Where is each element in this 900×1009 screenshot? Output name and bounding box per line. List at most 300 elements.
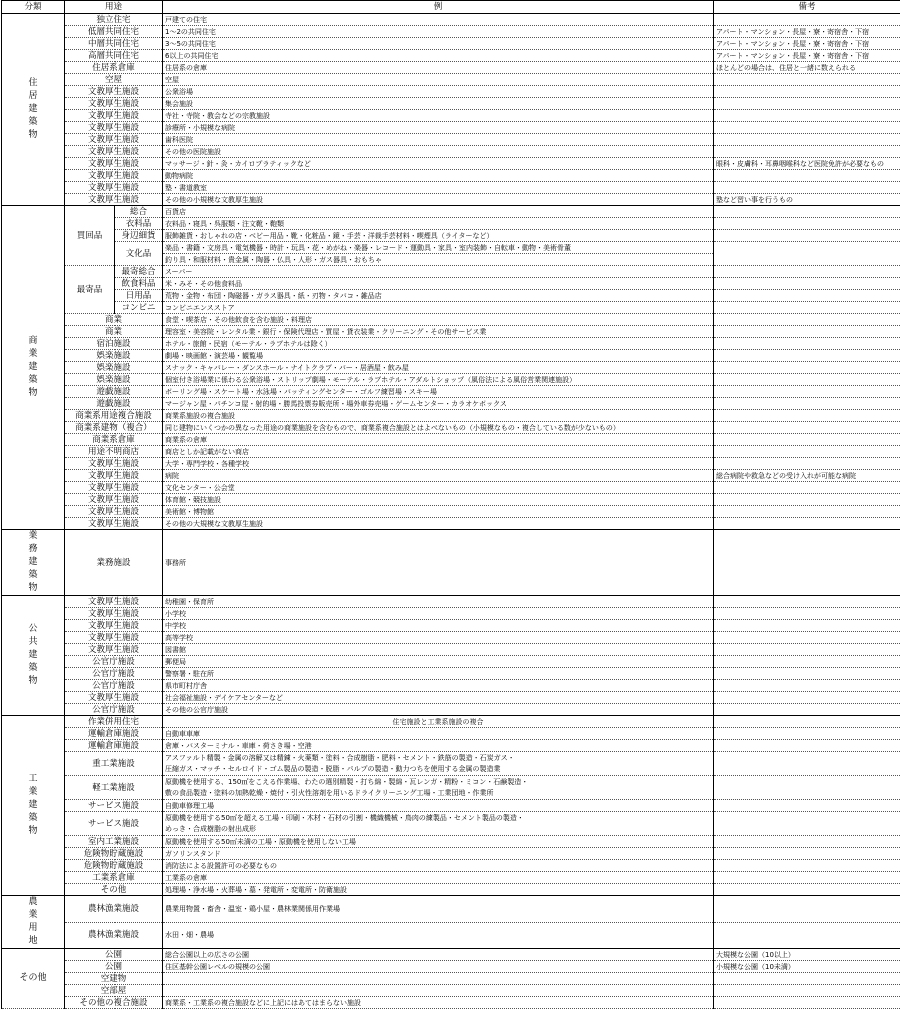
use-cell: 業務施設	[65, 530, 163, 596]
example-cell	[163, 446, 714, 458]
example-text: 消防法による設置許可の必要なもの	[165, 861, 711, 871]
use-cell: 文教厚生施設	[65, 158, 163, 170]
note-cell	[714, 884, 900, 896]
example-text: その他の小規模な文教厚生施設	[165, 195, 711, 205]
table-row	[2, 386, 900, 398]
category-label: 住居建築物	[28, 77, 38, 142]
note-cell	[714, 446, 900, 458]
note-cell	[714, 716, 900, 728]
example-cell	[163, 752, 714, 776]
example-cell	[163, 728, 714, 740]
use-cell: 空屋	[65, 74, 163, 86]
use-cell: 文教厚生施設	[65, 194, 163, 206]
use-cell: 文教厚生施設	[65, 620, 163, 632]
example-cell	[163, 644, 714, 656]
table-row	[2, 326, 900, 338]
example-cell	[163, 410, 714, 422]
example-cell	[163, 596, 714, 608]
note-cell	[714, 644, 900, 656]
table-row	[2, 122, 900, 134]
note-cell	[714, 362, 900, 374]
table-row	[2, 458, 900, 470]
use-cell: 文教厚生施設	[65, 170, 163, 182]
example-cell	[163, 506, 714, 518]
example-text: 文化センター・公会堂	[165, 483, 711, 493]
example-cell	[163, 374, 714, 386]
goods-subtype: 身辺細貨	[115, 230, 163, 242]
example-text: 総合公園以上の広さの公園	[165, 950, 711, 960]
example-text: 個室付き浴場業に係わる公衆浴場・ストリップ劇場・モーテル・ラブホテル・アダルトショップ（風俗法による風俗営業関連施設）	[165, 375, 711, 385]
use-cell: 低層共同住宅	[65, 26, 163, 38]
example-text: 工業系の倉庫	[165, 873, 711, 883]
use-cell: 危険物貯蔵施設	[65, 848, 163, 860]
example-cell	[163, 170, 714, 182]
example-text: 図書館	[165, 645, 711, 655]
note-cell	[714, 752, 900, 776]
note-cell	[714, 704, 900, 716]
example-text: 診療所・小規模な病院	[165, 123, 711, 133]
note-cell	[714, 680, 900, 692]
example-cell: コンビニエンスストア	[163, 302, 714, 314]
category-label: 工業建築物	[28, 773, 38, 838]
example-cell	[163, 896, 714, 923]
example-cell	[163, 50, 714, 62]
table-row	[2, 668, 900, 680]
example-cell	[163, 800, 714, 812]
table-row	[2, 86, 900, 98]
example-text: マージャン屋・パチンコ屋・射的場・勝馬投票券販売所・場外車券売場・ゲームセンター・カラオケボックス	[165, 399, 711, 409]
table-row	[2, 374, 900, 386]
category-label: 公共建築物	[28, 623, 38, 688]
use-cell: 農林漁業施設	[65, 896, 163, 923]
table-row	[2, 716, 900, 728]
example-text: 高等学校	[165, 633, 711, 643]
example-text: 戸建ての住宅	[165, 15, 711, 25]
example-cell	[163, 608, 714, 620]
note-cell	[714, 86, 900, 98]
example-text: 郵便局	[165, 657, 711, 667]
example-cell	[163, 740, 714, 752]
note-cell	[714, 206, 900, 218]
example-cell	[163, 518, 714, 530]
example-text: 商業系・工業系の複合施設などに上記にはあてはまらない施設	[165, 998, 711, 1008]
use-cell: 遊戯施設	[65, 386, 163, 398]
note-cell	[714, 398, 900, 410]
use-cell: 作業併用住宅	[65, 716, 163, 728]
goods-subtype: 日用品	[115, 290, 163, 302]
goods-subtype: 最寄総合	[115, 266, 163, 278]
example-cell	[163, 122, 714, 134]
note-cell	[714, 170, 900, 182]
use-cell: 娯楽施設	[65, 350, 163, 362]
goods-subtype: 飲食料品	[115, 278, 163, 290]
example-text: 住区基幹公園レベルの規模の公園	[165, 962, 711, 972]
note-cell	[714, 518, 900, 530]
example-text: 公衆浴場	[165, 87, 711, 97]
table-row	[2, 206, 900, 218]
table-row	[2, 644, 900, 656]
example-cell	[163, 158, 714, 170]
table-row	[2, 422, 900, 434]
use-cell: 工業系倉庫	[65, 872, 163, 884]
table-row	[2, 494, 900, 506]
note-cell	[714, 494, 900, 506]
example-text-line2: 敷の食品製造・塗料の加熱乾燥・焼付・引火性溶剤を用いるドライクリーニング工場・工業団地・作業所	[165, 788, 711, 799]
header-category: 分類	[2, 1, 65, 14]
table-row	[2, 776, 900, 800]
use-cell: 文教厚生施設	[65, 518, 163, 530]
use-cell: 文教厚生施設	[65, 494, 163, 506]
example-text: 自動車車庫	[165, 729, 711, 739]
example-text: 1～2の共同住宅	[165, 27, 711, 37]
use-cell: 文教厚生施設	[65, 482, 163, 494]
note-cell: ほとんどの場合は、住居と一緒に数えられる	[714, 62, 900, 74]
example-cell	[163, 668, 714, 680]
table-row	[2, 110, 900, 122]
example-text: スナック・キャバレー・ダンスホール・ナイトクラブ・バー・居酒屋・飲み屋	[165, 363, 711, 373]
category-cell	[2, 596, 65, 716]
example-text: 幼稚園・保育所	[165, 597, 711, 607]
note-cell	[714, 973, 900, 985]
goods-group-label: 最寄品	[65, 266, 115, 314]
example-cell	[163, 680, 714, 692]
note-cell	[714, 110, 900, 122]
note-cell: アパート・マンション・長屋・寮・寄宿舎・下宿	[714, 50, 900, 62]
table-row	[2, 434, 900, 446]
note-cell	[714, 812, 900, 836]
note-cell	[714, 338, 900, 350]
use-cell: 商業系建物（複合）	[65, 422, 163, 434]
example-text: 集会施設	[165, 99, 711, 109]
use-cell: 文教厚生施設	[65, 122, 163, 134]
use-cell: 宿泊施設	[65, 338, 163, 350]
example-cell	[163, 398, 714, 410]
example-text: 美術館・博物館	[165, 507, 711, 517]
goods-group-label: 買回品	[65, 206, 115, 266]
example-cell	[163, 704, 714, 716]
example-cell	[163, 776, 714, 800]
note-cell	[714, 506, 900, 518]
note-cell	[714, 386, 900, 398]
use-cell: 文教厚生施設	[65, 632, 163, 644]
use-cell: 公園	[65, 961, 163, 973]
example-cell	[163, 692, 714, 704]
note-cell	[714, 860, 900, 872]
note-cell	[714, 278, 900, 290]
note-cell	[714, 800, 900, 812]
header-note: 備考	[714, 1, 900, 14]
example-text: 商店としか記載がない商店	[165, 447, 711, 457]
example-text: 原動機を使用する、150㎡をこえる作業場、わたの選別精製・打ち綿・製綿・瓦レンガ・精粉・ミコン・石鹸製造・	[165, 777, 711, 788]
table-row	[2, 290, 900, 302]
example-cell	[163, 14, 714, 26]
example-text: 寺社・寺院・教会などの宗教施設	[165, 111, 711, 121]
use-cell: 中層共同住宅	[65, 38, 163, 50]
use-cell: サービス施設	[65, 812, 163, 836]
example-text: 倉庫・バスターミナル・車庫・荷さき場・空港	[165, 741, 711, 751]
use-cell: 用途不明商店	[65, 446, 163, 458]
table-row	[2, 896, 900, 923]
use-cell: 室内工業施設	[65, 836, 163, 848]
example-cell: 荒物・金物・布団・陶磁器・ガラス器具・紙・刃物・タバコ・雑品店	[163, 290, 714, 302]
land-use-table	[1, 0, 900, 1009]
table-row	[2, 985, 900, 997]
note-cell	[714, 230, 900, 242]
table-row	[2, 242, 900, 254]
example-cell	[163, 872, 714, 884]
example-cell	[163, 656, 714, 668]
example-cell	[163, 62, 714, 74]
note-cell	[714, 620, 900, 632]
use-cell: 公官庁施設	[65, 704, 163, 716]
use-cell: 独立住宅	[65, 14, 163, 26]
example-text-line2: 圧縮ガス・マッチ・セルロイド・ゴム製品の製造・脱脂・パルプの製造・動力つちを使用する金属の製造業	[165, 764, 711, 775]
note-cell	[714, 656, 900, 668]
note-cell	[714, 896, 900, 923]
example-text: 警察署・駐在所	[165, 669, 711, 679]
table-row	[2, 518, 900, 530]
table-row	[2, 506, 900, 518]
example-text: 歯科医院	[165, 135, 711, 145]
use-cell: 文教厚生施設	[65, 134, 163, 146]
note-cell	[714, 482, 900, 494]
category-label: 農業用地	[28, 896, 38, 948]
example-cell	[163, 860, 714, 872]
example-text: 同じ建物にいくつかの異なった用途の商業施設を含むもので、商業系複合施設とはよべないもの（小規模なもの・複合している数が少ないもの）	[165, 423, 711, 433]
use-cell: 危険物貯蔵施設	[65, 860, 163, 872]
example-text: 病院	[165, 471, 711, 481]
use-cell: その他	[65, 884, 163, 896]
note-cell: 塾など習い事を行うもの	[714, 194, 900, 206]
table-row	[2, 620, 900, 632]
example-cell: 米・みそ・その他食料品	[163, 278, 714, 290]
use-cell: 農林漁業施設	[65, 922, 163, 949]
example-cell	[163, 632, 714, 644]
example-cell	[163, 985, 714, 997]
table-row	[2, 134, 900, 146]
example-text: 社会福祉施設・デイケアセンターなど	[165, 693, 711, 703]
note-cell	[714, 122, 900, 134]
category-cell	[2, 206, 65, 530]
table-row	[2, 692, 900, 704]
note-cell	[714, 302, 900, 314]
example-text: 塾・書道教室	[165, 183, 711, 193]
use-cell: 文教厚生施設	[65, 146, 163, 158]
example-text: 3～5の共同住宅	[165, 39, 711, 49]
example-cell	[163, 848, 714, 860]
example-cell	[163, 98, 714, 110]
example-cell	[163, 949, 714, 961]
example-text: その他の大規模な文教厚生施設	[165, 519, 711, 529]
example-cell	[163, 884, 714, 896]
category-cell	[2, 530, 65, 596]
table-row	[2, 740, 900, 752]
use-cell: 公官庁施設	[65, 680, 163, 692]
table-row	[2, 482, 900, 494]
note-cell	[714, 242, 900, 266]
table-row	[2, 170, 900, 182]
table-row	[2, 884, 900, 896]
example-text: 商業系施設の複合施設	[165, 411, 711, 421]
note-cell	[714, 997, 900, 1009]
note-cell	[714, 728, 900, 740]
example-cell	[163, 326, 714, 338]
table-row	[2, 74, 900, 86]
note-cell	[714, 692, 900, 704]
table-row	[2, 704, 900, 716]
example-text: 農業用物置・畜舎・温室・鶏小屋・農林業関係用作業場	[165, 904, 711, 914]
header-example: 例	[163, 1, 714, 14]
table-row	[2, 812, 900, 836]
example-text: 劇場・映画館・演芸場・観覧場	[165, 351, 711, 361]
table-row	[2, 398, 900, 410]
note-cell	[714, 146, 900, 158]
example-text: ガソリンスタンド	[165, 849, 711, 859]
table-row	[2, 470, 900, 482]
example-text: その他の公官庁施設	[165, 705, 711, 715]
example-text: 大学・専門学校・各種学校	[165, 459, 711, 469]
use-cell: 文教厚生施設	[65, 458, 163, 470]
example-text: 空屋	[165, 75, 711, 85]
note-cell: 総合病院や救急などの受け入れが可能な病院	[714, 470, 900, 482]
goods-subtype: コンビニ	[115, 302, 163, 314]
example-text: 自動車修理工場	[165, 801, 711, 811]
note-cell: 大規模な公園（10以上）	[714, 949, 900, 961]
note-cell	[714, 596, 900, 608]
example-text: 水田・畑・農場	[165, 930, 711, 940]
table-row	[2, 800, 900, 812]
example-cell: 衣料品・寝具・呉服類・注文靴・鞄類	[163, 218, 714, 230]
note-cell	[714, 458, 900, 470]
goods-subtype: 総合	[115, 206, 163, 218]
use-cell: 文教厚生施設	[65, 608, 163, 620]
note-cell	[714, 668, 900, 680]
table-row	[2, 848, 900, 860]
example-cell: 楽品・書籍・文房具・電気機器・時計・玩具・花・めがね・楽器・レコード・運動具・家具・室内装飾・自転車・動物・美術骨董	[163, 242, 714, 254]
note-cell	[714, 134, 900, 146]
use-cell: 娯楽施設	[65, 374, 163, 386]
category-label: 商業建築物	[28, 335, 38, 400]
example-text: 住居系の倉庫	[165, 63, 711, 73]
example-text: 動物病院	[165, 171, 711, 181]
note-cell	[714, 740, 900, 752]
note-cell: アパート・マンション・長屋・寮・寄宿舎・下宿	[714, 26, 900, 38]
use-cell: 商業系用途複合施設	[65, 410, 163, 422]
example-text: 体育館・競技施設	[165, 495, 711, 505]
category-label: その他	[19, 973, 46, 983]
note-cell	[714, 422, 900, 434]
goods-subtype: 文化品	[115, 242, 163, 266]
note-cell	[714, 434, 900, 446]
example-cell	[163, 458, 714, 470]
table-row	[2, 266, 900, 278]
use-cell: 運輸倉庫施設	[65, 740, 163, 752]
example-text: 中学校	[165, 621, 711, 631]
example-cell	[163, 836, 714, 848]
category-cell	[2, 896, 65, 949]
table-row	[2, 278, 900, 290]
use-cell: 文教厚生施設	[65, 644, 163, 656]
example-text: 小学校	[165, 609, 711, 619]
header-row	[2, 1, 900, 14]
table-row	[2, 194, 900, 206]
note-cell	[714, 314, 900, 326]
table-row	[2, 14, 900, 26]
table-row	[2, 680, 900, 692]
header-use: 用途	[65, 1, 163, 14]
example-cell	[163, 194, 714, 206]
note-cell	[714, 350, 900, 362]
use-cell: 文教厚生施設	[65, 596, 163, 608]
use-cell: 文教厚生施設	[65, 86, 163, 98]
example-cell	[163, 530, 714, 596]
example-cell	[163, 386, 714, 398]
use-cell: 文教厚生施設	[65, 692, 163, 704]
example-cell	[163, 482, 714, 494]
example-cell	[163, 110, 714, 122]
table-row	[2, 350, 900, 362]
table-row	[2, 752, 900, 776]
example-cell	[163, 620, 714, 632]
use-cell: その他の複合施設	[65, 997, 163, 1009]
example-text: 県市町村庁舎	[165, 681, 711, 691]
table-row	[2, 728, 900, 740]
table-row	[2, 50, 900, 62]
example-text: 6以上の共同住宅	[165, 51, 711, 61]
table-row	[2, 362, 900, 374]
example-cell	[163, 997, 714, 1009]
example-cell: 服飾雑貨・おしゃれの店・ベビー用品・靴・化粧品・鏡・手芸・洋裁手芸材料・喫煙具（ライターなど）	[163, 230, 714, 242]
note-cell	[714, 266, 900, 278]
table-row	[2, 314, 900, 326]
note-cell	[714, 848, 900, 860]
example-cell	[163, 86, 714, 98]
example-cell	[163, 314, 714, 326]
use-cell: 軽工業施設	[65, 776, 163, 800]
table-row	[2, 446, 900, 458]
example-text: 原動機を使用する50㎡未満の工場・原動機を使用しない工場	[165, 837, 711, 847]
example-text: ホテル・旅館・民宿（モーテル・ラブホテルは除く）	[165, 339, 711, 349]
example-text: 原動機を使用する50㎡を超える工場・印刷・木材・石材の引割・機織機械・鳥肉の練製品・セメント製品の製造・	[165, 813, 711, 824]
table-row	[2, 596, 900, 608]
table-row	[2, 973, 900, 985]
note-cell	[714, 985, 900, 997]
example-text: 食堂・喫茶店・その他飲食を含む施設・料理店	[165, 315, 711, 325]
example-text: 事務所	[165, 558, 711, 568]
example-cell	[163, 350, 714, 362]
example-text: その他の医院施設	[165, 147, 711, 157]
table-row	[2, 230, 900, 242]
note-cell	[714, 836, 900, 848]
category-cell	[2, 716, 65, 896]
use-cell: 遊戯施設	[65, 398, 163, 410]
note-cell	[714, 776, 900, 800]
use-cell: 空建物	[65, 973, 163, 985]
use-cell: 商業系倉庫	[65, 434, 163, 446]
table-row	[2, 608, 900, 620]
example-text: 住宅施設と工業系施設の複合	[165, 717, 711, 727]
table-row	[2, 949, 900, 961]
table-row	[2, 62, 900, 74]
example-text: 理容室・美容院・レンタル業・銀行・保険代理店・質屋・貸衣装業・クリーニング・その他サービス業	[165, 327, 711, 337]
note-cell	[714, 326, 900, 338]
category-cell	[2, 949, 65, 1009]
table-row	[2, 530, 900, 596]
use-cell: 空部屋	[65, 985, 163, 997]
use-cell: 重工業施設	[65, 752, 163, 776]
table-row	[2, 872, 900, 884]
example-cell: 釣り具・和服材料・貴金属・陶器・仏具・人形・ガス器具・おもちゃ	[163, 254, 714, 266]
